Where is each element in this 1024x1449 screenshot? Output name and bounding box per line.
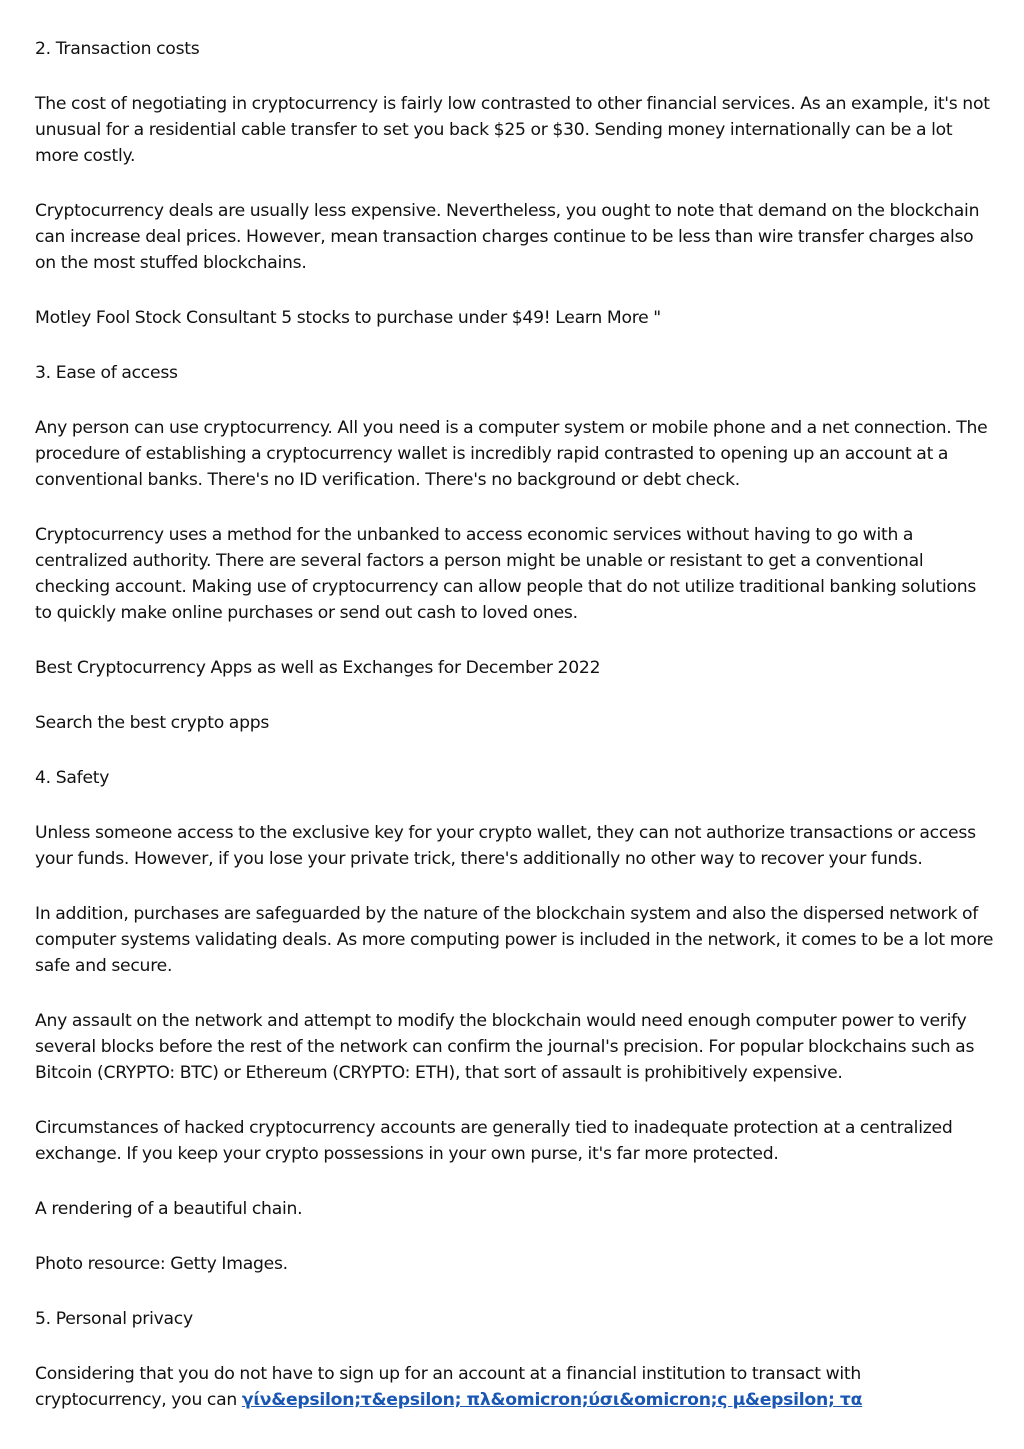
paragraph-network-attack: Any assault on the network and attempt to modify the blockchain would need enough computer power to verify several blocks before the rest of the network can confirm the journal's precision. For popular blockchains such as Bitcoin (CRYPTO: BTC) or Ethereum (CRYPTO: ETH), that sort of assault is prohibitively expensive. — [35, 1011, 975, 1083]
document-body — [35, 36, 995, 1442]
paragraph-hacked-accounts: Circumstances of hacked cryptocurrency accounts are generally tied to inadequate protection at a centralized exchange. If you keep your crypto possessions in your own purse, it's far more protected. — [35, 1118, 953, 1164]
paragraph-network-security: In addition, purchases are safeguarded by the nature of the blockchain system and also the dispersed network of computer systems validating deals. As more computing power is included in the network, it comes to be a lot more safe and secure. — [35, 904, 994, 976]
paragraph-crypto-deals: Cryptocurrency deals are usually less expensive. Nevertheless, you ought to note that demand on the blockchain can increase deal prices. However, mean transaction charges continue to be less than wire transfer charges also on the most stuffed blockchains. — [35, 201, 980, 273]
paragraph-private-key: Unless someone access to the exclusive key for your crypto wallet, they can not authorize transactions or access your funds. However, if you lose your private trick, there's additionally no other way to recover your funds. — [35, 823, 976, 869]
paragraph-privacy-text: Considering that you do not have to sign up for an account at a financial institution to transact with cryptocurrency, you can — [35, 1364, 862, 1410]
paragraph-privacy — [35, 1361, 995, 1413]
paragraph-transaction-cost-intro: The cost of negotiating in cryptocurrency is fairly low contrasted to other financial services. As an example, it's not unusual for a residential cable transfer to set you back $25 or $30. Sending money internationally can be a lot more costly. — [35, 94, 990, 166]
section-heading-transaction-costs: 2. Transaction costs — [35, 39, 200, 59]
promo-line-search-apps: Search the best crypto apps — [35, 713, 270, 733]
section-heading-personal-privacy: 5. Personal privacy — [35, 1309, 193, 1329]
image-caption: A rendering of a beautiful chain. — [35, 1199, 303, 1219]
section-heading-safety: 4. Safety — [35, 768, 110, 788]
paragraph-anyone-can-use: Any person can use cryptocurrency. All you need is a computer system or mobile phone and a net connection. The procedure of establishing a cryptocurrency wallet is incredibly rapid contrasted to opening up an account at a conventional banks. There's no ID verification. There's no background or debt check. — [35, 418, 988, 490]
inline-link[interactable]: γίν&epsilon;τ&epsilon; πλ&omicron;ύσι&omicron;ς μ&epsilon; τα — [241, 1390, 863, 1410]
section-heading-ease-of-access: 3. Ease of access — [35, 363, 178, 383]
paragraph-unbanked: Cryptocurrency uses a method for the unbanked to access economic services without having to go with a centralized authority. There are several factors a person might be unable or resistant to get a conventional checking account. Making use of cryptocurrency can allow people that do not utilize traditional banking solutions to quickly make online purchases or send out cash to loved ones. — [35, 525, 977, 623]
promo-line-motley-fool: Motley Fool Stock Consultant 5 stocks to purchase under $49! Learn More " — [35, 308, 661, 328]
promo-line-best-apps: Best Cryptocurrency Apps as well as Exchanges for December 2022 — [35, 658, 601, 678]
image-credit: Photo resource: Getty Images. — [35, 1254, 288, 1274]
